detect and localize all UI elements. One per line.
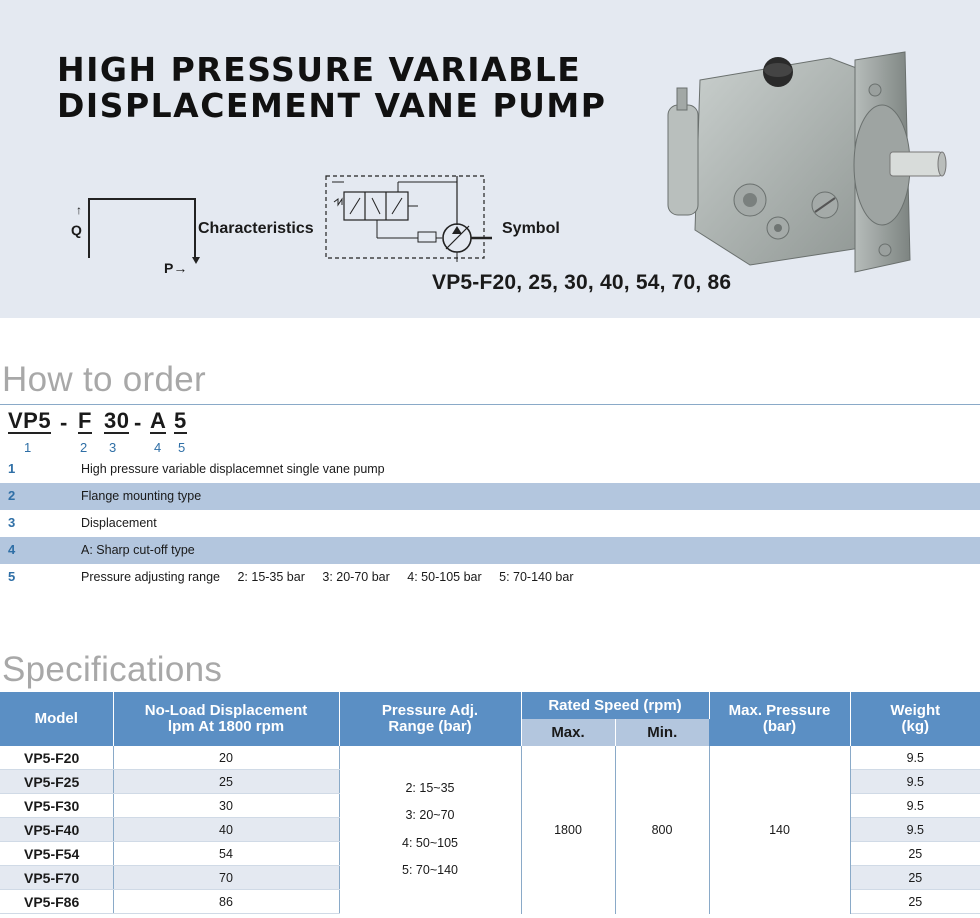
specifications-table (0, 692, 980, 914)
order-row-number: 1 (8, 461, 16, 476)
cell-weight: 9.5 (850, 818, 980, 842)
cell-weight: 9.5 (850, 770, 980, 794)
cell-displacement: 70 (113, 866, 339, 890)
cell-model: VP5-F70 (0, 866, 113, 890)
header-banner (0, 0, 980, 318)
order-row (0, 456, 980, 483)
pressure-option: 3: 20-70 bar (322, 570, 390, 584)
cell-weight: 9.5 (850, 746, 980, 770)
specifications-heading: Specifications (2, 650, 223, 689)
header-displacement: No-Load Displacement lpm At 1800 rpm (113, 692, 339, 746)
how-to-order-divider (0, 404, 980, 405)
symbol-label: Symbol (502, 220, 560, 237)
pressure-option: 4: 50-105 bar (407, 570, 482, 584)
order-row (0, 483, 980, 510)
cell-displacement: 54 (113, 842, 339, 866)
order-row-text: Displacement (81, 516, 157, 530)
page-title (57, 52, 606, 124)
cell-model: VP5-F40 (0, 818, 113, 842)
order-row-number: 3 (8, 515, 16, 530)
pressure-range-item: 2: 15~35 (405, 780, 455, 795)
pressure-option: 5: 70-140 bar (499, 570, 574, 584)
table-row (0, 746, 980, 770)
arrow-up-icon: ↑ (76, 203, 82, 217)
cell-model: VP5-F30 (0, 794, 113, 818)
code-part-mounting: F (78, 408, 92, 433)
order-row-text: Flange mounting type (81, 489, 202, 503)
cell-weight: 25 (850, 842, 980, 866)
cell-model: VP5-F25 (0, 770, 113, 794)
pressure-range-item: 3: 20~70 (405, 808, 455, 823)
order-row-text: High pressure variable displacemnet single vane pump (81, 462, 385, 476)
cell-displacement: 25 (113, 770, 339, 794)
order-row-number: 5 (8, 569, 16, 584)
pressure-range-item: 4: 50~105 (402, 835, 458, 850)
order-row-number: 2 (8, 488, 16, 503)
header-rated-speed: Rated Speed (rpm) (521, 692, 709, 719)
cell-model: VP5-F86 (0, 890, 113, 914)
how-to-order-heading: How to order (2, 360, 206, 399)
axis-p-label: P→ (164, 260, 188, 276)
header-speed-max: Max. (521, 719, 615, 746)
cell-displacement: 30 (113, 794, 339, 818)
cell-displacement: 40 (113, 818, 339, 842)
header-max-pressure: Max. Pressure (bar) (709, 692, 850, 746)
characteristics-label: Characteristics (198, 220, 314, 237)
order-row-number: 4 (8, 542, 16, 557)
header-model: Model (0, 692, 113, 746)
pressure-range-item: 5: 70~140 (402, 863, 458, 878)
code-number: 4 (154, 440, 162, 455)
code-separator: - (60, 410, 68, 435)
order-row-text (81, 570, 587, 584)
cell-displacement: 86 (113, 890, 339, 914)
code-part-series: VP5 (8, 408, 52, 433)
header-speed-min: Min. (615, 719, 709, 746)
order-row (0, 510, 980, 537)
pressure-range-label: Pressure adjusting range (81, 570, 220, 584)
cell-weight: 9.5 (850, 794, 980, 818)
model-list: VP5-F20, 25, 30, 40, 54, 70, 86 (432, 271, 732, 294)
header-pressure-range: Pressure Adj. Range (bar) (339, 692, 521, 746)
cell-model: VP5-F20 (0, 746, 113, 770)
code-number: 1 (24, 440, 32, 455)
order-row-text: A: Sharp cut-off type (81, 543, 195, 557)
code-number: 2 (80, 440, 88, 455)
characteristics-graph (88, 198, 196, 258)
code-number: 5 (178, 440, 186, 455)
code-part-displacement: 30 (104, 408, 130, 433)
cell-pressure-ranges (339, 746, 521, 914)
order-row (0, 564, 980, 591)
hydraulic-symbol-diagram (322, 170, 492, 265)
code-part-type: A (150, 408, 167, 433)
cell-model: VP5-F54 (0, 842, 113, 866)
axis-q-label: ↑ Q (71, 200, 82, 260)
code-number: 3 (109, 440, 117, 455)
cell-weight: 25 (850, 890, 980, 914)
pump-photo (660, 50, 950, 280)
title-line-1: HIGH PRESSURE VARIABLE (57, 50, 582, 89)
pressure-option: 2: 15-35 bar (237, 570, 305, 584)
cell-displacement: 20 (113, 746, 339, 770)
cell-max-pressure: 140 (709, 746, 850, 914)
title-line-2: DISPLACEMENT VANE PUMP (57, 86, 607, 125)
code-separator: - (134, 410, 142, 435)
order-row (0, 537, 980, 564)
cell-speed-min: 800 (615, 746, 709, 914)
code-part-pressure: 5 (174, 408, 187, 433)
cell-weight: 25 (850, 866, 980, 890)
cell-speed-max: 1800 (521, 746, 615, 914)
header-weight: Weight (kg) (850, 692, 980, 746)
